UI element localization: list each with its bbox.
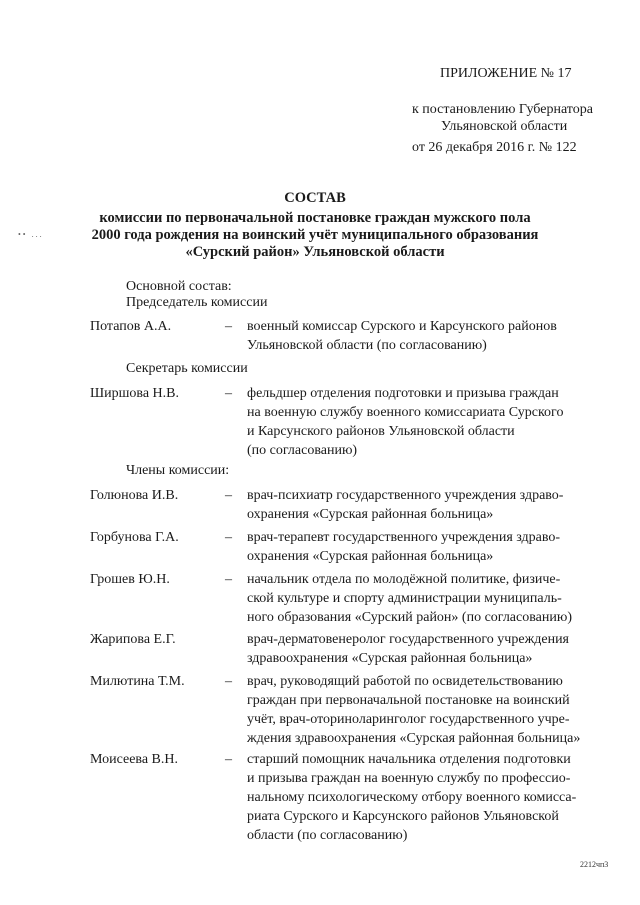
person-description [247, 672, 611, 748]
description-line: и Карсунского районов Ульяновской области [247, 424, 515, 439]
appendix-label: ПРИЛОЖЕНИЕ № 17 [440, 66, 572, 81]
dash-separator: – [225, 530, 232, 545]
description-line: военный комиссар Сурского и Карсунского районов [247, 319, 557, 334]
person-name: Ширшова Н.В. [90, 386, 179, 401]
description-line: фельдшер отделения подготовки и призыва граждан [247, 386, 559, 401]
description-line: врач-психиатр государственного учреждения здраво- [247, 488, 564, 503]
person-description [247, 750, 611, 845]
section-chairman: Председатель комиссии [126, 295, 268, 310]
decree-date: от 26 декабря 2016 г. № 122 [412, 140, 577, 155]
description-line: учёт, врач-оториноларинголог государственного учре- [247, 712, 570, 727]
decree-reference: к постановлению Губернатора [412, 102, 593, 117]
person-description [247, 384, 611, 460]
region-label: Ульяновской области [441, 119, 568, 134]
person-name: Голюнова И.В. [90, 488, 179, 503]
description-line: врач-дерматовенеролог государственного учреждения [247, 632, 569, 647]
document-subtitle-line-1: комиссии по первоначальной постановке граждан мужского пола [99, 210, 531, 226]
description-line: охранения «Сурская районная больница» [247, 507, 494, 522]
section-secretary: Секретарь комиссии [126, 361, 248, 376]
description-line: врач-терапевт государственного учреждения здраво- [247, 530, 561, 545]
description-line: и призыва граждан на военную службу по профессио- [247, 771, 571, 786]
description-line: нальному психологическому отбору военного комисса- [247, 790, 577, 805]
dash-separator: – [225, 488, 232, 503]
description-line: ного образования «Сурский район» (по согласованию) [247, 610, 572, 625]
document-title: СОСТАВ [284, 190, 346, 206]
description-line: старший помощник начальника отделения подготовки [247, 752, 571, 767]
description-line: области (по согласованию) [247, 828, 408, 843]
description-line: (по согласованию) [247, 443, 358, 458]
description-line: начальник отдела по молодёжной политике, физиче- [247, 572, 561, 587]
person-name: Милютина Т.М. [90, 674, 185, 689]
document-subtitle-line-2: 2000 года рождения на воинский учёт муниципального образования [91, 227, 539, 243]
section-members: Члены комиссии: [126, 463, 230, 478]
person-name: Моисеева В.Н. [90, 752, 178, 767]
description-line: врач, руководящий работой по освидетельствованию [247, 674, 563, 689]
dash-separator: – [225, 319, 232, 334]
description-line: охранения «Сурская районная больница» [247, 549, 494, 564]
person-description [247, 486, 611, 524]
scan-mark: •• ... [18, 230, 44, 239]
description-line: риата Сурского и Карсунского районов Ульяновской [247, 809, 559, 824]
person-description [247, 570, 611, 627]
person-description [247, 528, 611, 566]
person-name: Грошев Ю.Н. [90, 572, 170, 587]
description-line: ждения здравоохранения «Сурская районная больница» [247, 731, 581, 746]
description-line: ской культуре и спорту администрации муниципаль- [247, 591, 562, 606]
person-name: Жарипова Е.Г. [90, 632, 176, 647]
person-name: Горбунова Г.А. [90, 530, 179, 545]
document-code: 2212чп3 [580, 860, 609, 869]
person-description [247, 630, 611, 668]
dash-separator: – [225, 386, 232, 401]
description-line: Ульяновской области (по согласованию) [247, 338, 487, 353]
description-line: граждан при первоначальной постановке на воинский [247, 693, 570, 708]
document-subtitle-line-3: «Сурский район» Ульяновской области [185, 244, 445, 260]
person-description [247, 317, 611, 355]
description-line: на военную службу военного комиссариата Сурского [247, 405, 564, 420]
dash-separator: – [225, 752, 232, 767]
section-main-composition: Основной состав: [126, 279, 232, 294]
description-line: здравоохранения «Сурская районная больница» [247, 651, 533, 666]
dash-separator: – [225, 674, 232, 689]
person-name: Потапов А.А. [90, 319, 172, 334]
dash-separator: – [225, 572, 232, 587]
